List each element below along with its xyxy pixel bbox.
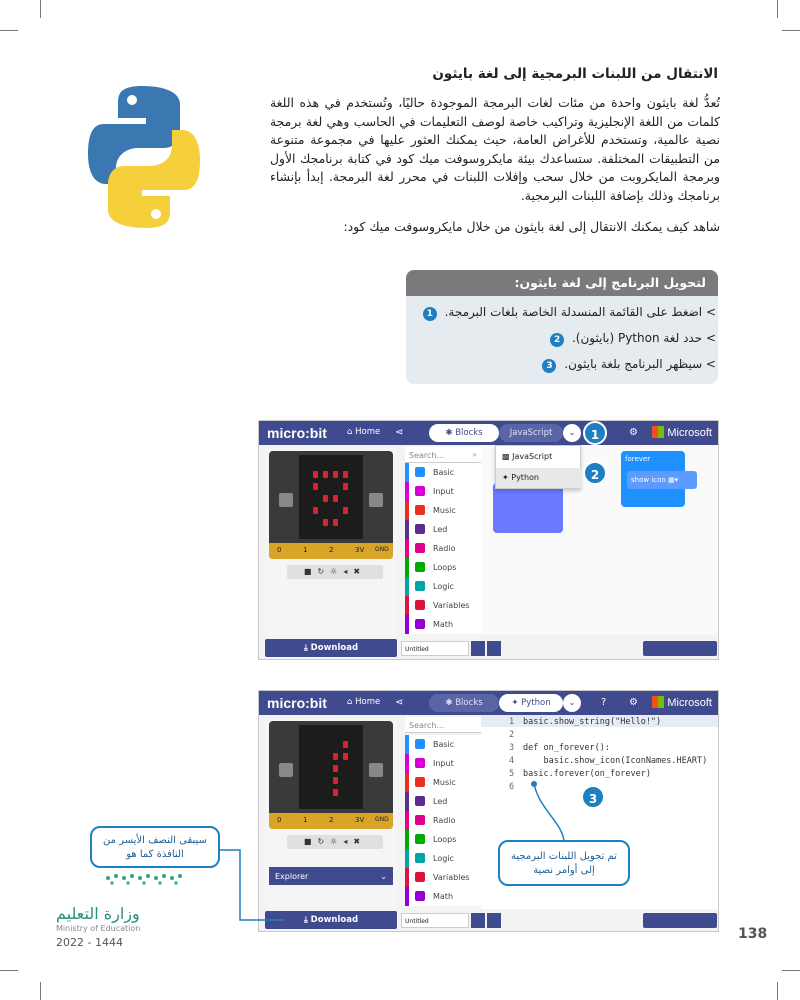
category-music[interactable]: Music [405, 501, 481, 520]
filename-input[interactable]: Untitled [401, 913, 469, 928]
button-b[interactable] [369, 493, 383, 507]
microsoft-logo: Microsoft [652, 426, 712, 439]
simulator-controls[interactable]: ■↻☼◂✖ [287, 565, 383, 579]
left-half-callout-bubble: سيبقى النصف الأيسر من النافذة كما هو [90, 826, 220, 868]
python-logo-icon [88, 84, 200, 230]
page-number: 138 [738, 926, 768, 942]
connector-line [520, 780, 580, 844]
step-number-badge: 3 [542, 359, 556, 373]
code-callout-bubble: تم تحويل اللبنات البرمجية إلى أوامر نصية [498, 840, 630, 886]
category-music[interactable]: Music [405, 773, 481, 792]
led-grid [309, 741, 357, 801]
category-basic[interactable]: Basic [405, 463, 481, 482]
download-button[interactable]: ⤓ Download [265, 639, 397, 657]
led-grid [309, 471, 357, 531]
steps-heading: لتحويل البرنامج إلى لغة بايثون: [406, 270, 718, 296]
lesson-paragraph: تُعدُّ لغة بايثون واحدة من مئات لغات البرمجة الموجودة حاليًا، وتُستخدم في هذه اللغة كلمات من اللغة الإنجليزية وتراكيب خاصة لوصف التعليمات في الحاسب وهي لغة برمجة نصية عالمية، وتستخدم للأغراض العامة، حيث يمكنك العثور عليها في مجموعة متنوعة من التطبيقات المختلفة. ستساعدك بيئة مايكروسوفت ميك كود في كتابة برنامجك الأول وبرمجة المايكروبت من خلال سحب وإفلات اللبنات في محرر لغة البرمجة. إبدأ بإنشاء برنامجك وذلك بإضافة اللبنات البرمجية. [270, 95, 720, 203]
line-number: 5 [509, 769, 515, 779]
menu-item-javascript[interactable]: ▩ JavaScript [502, 452, 553, 461]
tab-javascript[interactable]: JavaScript [499, 424, 563, 442]
step-number-badge: 1 [423, 307, 437, 321]
workspace-block-faded [493, 483, 563, 533]
microbit-logo: micro:bit [267, 425, 327, 441]
line-number: 3 [509, 743, 515, 753]
simulator-controls[interactable]: ■↻☼◂✖ [287, 835, 383, 849]
tab-python[interactable]: ✦ Python [499, 694, 563, 712]
microbit-board [269, 721, 393, 829]
pin-strip: 0 1 2 3V GND [269, 813, 393, 829]
button-a[interactable] [279, 493, 293, 507]
callout-1: 1 [583, 421, 607, 445]
makecode-screenshot-python [258, 690, 719, 932]
language-dropdown-menu [495, 445, 581, 489]
ministry-logo-dots [100, 870, 190, 884]
step-number-badge: 2 [550, 333, 564, 347]
ministry-name-ar: وزارة التعليم [56, 904, 140, 923]
share-icon[interactable]: ⋖ [395, 427, 404, 438]
help-icon[interactable]: ? [601, 697, 607, 708]
microbit-board [269, 451, 393, 559]
line-number: 1 [509, 717, 515, 727]
download-button[interactable]: ⤓ Download [265, 911, 397, 929]
save-icon[interactable] [471, 913, 485, 928]
github-icon[interactable] [487, 641, 501, 656]
gear-icon[interactable]: ⚙ [629, 697, 638, 708]
category-input[interactable]: Input [405, 754, 481, 773]
language-dropdown-chevron-icon[interactable]: ⌄ [563, 424, 581, 442]
menu-item-python[interactable]: ✦ Python [496, 468, 582, 488]
category-input[interactable]: Input [405, 482, 481, 501]
code-line[interactable]: basic.forever(on_forever) [523, 769, 651, 779]
search-input[interactable]: Search... [405, 717, 481, 733]
crop-mark [40, 982, 41, 1000]
crop-mark [782, 30, 800, 31]
search-input[interactable]: Search... ⌕ [405, 447, 481, 463]
category-variables[interactable]: Variables [405, 596, 481, 615]
tab-blocks[interactable]: ✱ Blocks [429, 424, 499, 442]
crop-mark [0, 970, 18, 971]
microbit-simulator [265, 449, 397, 659]
crop-mark [0, 30, 18, 31]
category-math[interactable]: Math [405, 887, 481, 906]
save-icon[interactable] [471, 641, 485, 656]
button-b[interactable] [369, 763, 383, 777]
makecode-screenshot-blocks [258, 420, 719, 660]
tab-blocks[interactable]: ✱ Blocks [429, 694, 499, 712]
crop-mark [782, 970, 800, 971]
home-button[interactable]: ⌂ Home [347, 697, 381, 707]
category-logic[interactable]: Logic [405, 849, 481, 868]
search-icon: ⌕ [472, 450, 477, 459]
category-logic[interactable]: Logic [405, 577, 481, 596]
code-line[interactable]: basic.show_icon(IconNames.HEART) [523, 756, 708, 766]
microbit-logo: micro:bit [267, 695, 327, 711]
forever-block[interactable]: forever show icon ▦▾ [621, 451, 685, 507]
step-2: > حدد لغة Python (بايثون). 2 [550, 331, 716, 347]
category-loops[interactable]: Loops [405, 830, 481, 849]
language-dropdown-chevron-icon[interactable]: ⌄ [563, 694, 581, 712]
microsoft-logo: Microsoft [652, 696, 712, 709]
gear-icon[interactable]: ⚙ [629, 427, 638, 438]
filename-input[interactable]: Untitled [401, 641, 469, 656]
pin-strip: 0 1 2 3V GND [269, 543, 393, 559]
category-loops[interactable]: Loops [405, 558, 481, 577]
category-radio[interactable]: Radio [405, 539, 481, 558]
crop-mark [777, 0, 778, 18]
crop-mark [777, 982, 778, 1000]
callout-2: 2 [583, 461, 607, 485]
category-basic[interactable]: Basic [405, 735, 481, 754]
category-radio[interactable]: Radio [405, 811, 481, 830]
category-led[interactable]: Led [405, 792, 481, 811]
show-icon-block[interactable]: show icon ▦▾ [627, 471, 697, 489]
category-led[interactable]: Led [405, 520, 481, 539]
intro-line: شاهد كيف يمكنك الانتقال إلى لغة بايثون من خلال مايكروسوفت ميك كود: [343, 219, 720, 234]
chevron-down-icon: ⌄ [380, 872, 387, 881]
connector-line [210, 846, 290, 926]
crop-mark [40, 0, 41, 18]
home-button[interactable]: ⌂ Home [347, 427, 381, 437]
undo-redo-zoom-controls[interactable] [643, 641, 717, 656]
code-line[interactable]: basic.show_string("Hello!") [523, 717, 662, 727]
undo-redo-zoom-controls[interactable] [643, 913, 717, 928]
step-3: > سيظهر البرنامج بلغة بايثون. 3 [542, 357, 716, 373]
top-bar [259, 691, 718, 715]
button-a[interactable] [279, 763, 293, 777]
year-label: 2022 - 1444 [56, 936, 123, 949]
line-number: 2 [509, 730, 515, 740]
step-1: > اضغط على القائمة المنسدلة الخاصة بلغات البرمجة. 1 [423, 305, 716, 321]
top-bar [259, 421, 718, 445]
callout-3: 3 [581, 785, 605, 809]
code-line[interactable]: def on_forever(): [523, 743, 610, 753]
lesson-title: الانتقال من اللبنات البرمجية إلى لغة بايثون [432, 66, 718, 82]
share-icon[interactable]: ⋖ [395, 697, 404, 708]
github-icon[interactable] [487, 913, 501, 928]
category-math[interactable]: Math [405, 615, 481, 634]
line-number: 6 [509, 782, 515, 792]
explorer-panel[interactable]: Explorer ⌄ [269, 867, 393, 885]
line-number: 4 [509, 756, 515, 766]
category-variables[interactable]: Variables [405, 868, 481, 887]
ministry-name-en: Ministry of Education [56, 924, 141, 933]
